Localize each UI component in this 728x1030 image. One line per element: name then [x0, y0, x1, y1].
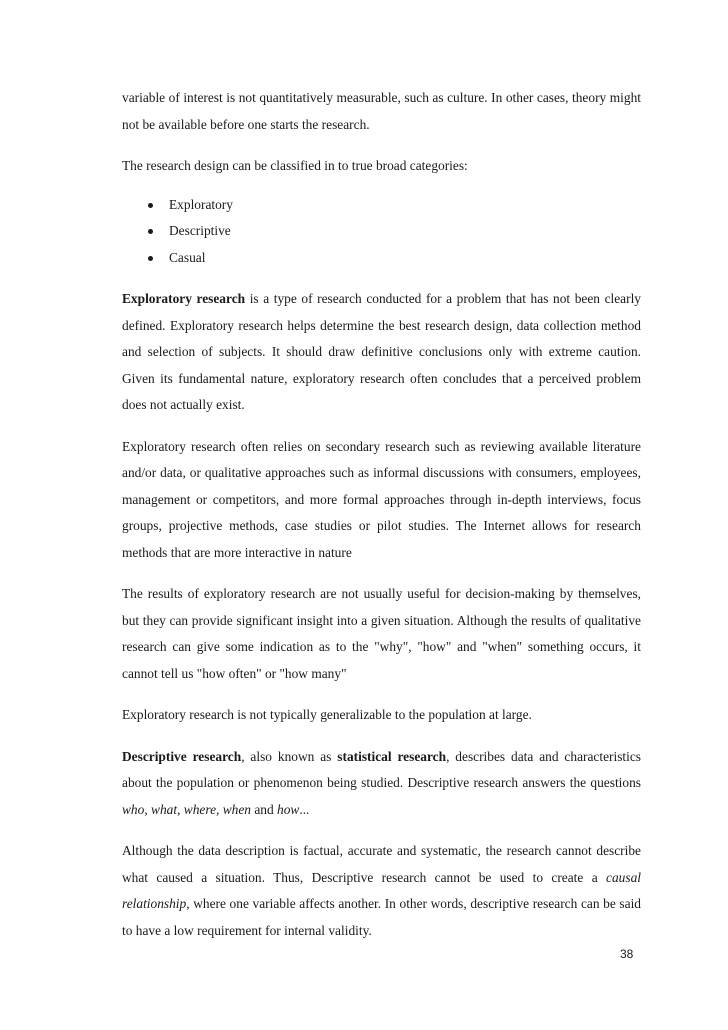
- causal-relationship-term: causal relationship: [122, 869, 641, 911]
- exploratory-term: Exploratory research: [122, 291, 246, 306]
- question-where: where: [183, 801, 217, 817]
- descriptive-term: Descriptive research: [122, 748, 242, 764]
- question-what: what: [151, 801, 178, 817]
- list-item: [122, 192, 641, 219]
- descriptive-definition-text: , describes data and characteristics about the population or phenomenon being studied. Descriptive research answers the questions: [122, 748, 642, 790]
- page-number: 38: [620, 947, 634, 961]
- separator: ,: [216, 801, 223, 817]
- document-page: [122, 85, 641, 944]
- bullet-icon: [148, 229, 153, 234]
- descriptive-definition-paragraph: [122, 744, 641, 824]
- bullet-icon: [148, 256, 153, 261]
- exploratory-results-paragraph: The results of exploratory research are not usually useful for decision-making by themselves, but they can provide significant insight into a given situation. Although the results of qualitative research can give some indication as to the "why", "how" and "when" something occurs, it cannot tell us "how often" or "how many": [122, 586, 641, 681]
- design-intro-paragraph: The research design can be classified in to true broad categories:: [122, 158, 468, 173]
- question-when: when: [222, 801, 251, 817]
- ellipsis: ...: [299, 801, 310, 817]
- exploratory-definition-paragraph: [122, 286, 641, 419]
- list-item-label: Casual: [169, 249, 206, 265]
- exploratory-definition-text: is a type of research conducted for a problem that has not been clearly defined. Exploratory research helps determine the best research design, data collection method and selection of subjects. It should draw definitive conclusions only with extreme caution. Given its fundamental nature, exploratory research often concludes that a perceived problem does not actually exist.: [122, 291, 641, 412]
- list-item-label: Exploratory: [169, 196, 233, 212]
- list-item-label: Descriptive: [169, 223, 231, 238]
- exploratory-generalizable-paragraph: Exploratory research is not typically generalizable to the population at large.: [122, 707, 532, 722]
- separator: ,: [177, 801, 184, 817]
- separator: ,: [144, 801, 152, 817]
- question-who: who: [122, 801, 145, 817]
- bullet-icon: [148, 203, 153, 208]
- descriptive-limits-text-end: , where one variable affects another. In other words, descriptive research can be said to have a low requirement for internal validity.: [122, 896, 641, 938]
- descriptive-limits-text: Although the data description is factual, accurate and systematic, the research cannot describe what caused a situation. Thus, Descriptive research cannot be used to create a: [122, 843, 641, 885]
- question-how: how: [277, 801, 300, 817]
- list-item: [122, 245, 641, 272]
- exploratory-methods-paragraph: Exploratory research often relies on secondary research such as reviewing available literature and/or data, or qualitative approaches such as informal discussions with consumers, employees, management or competitors, and more formal approaches through in-depth interviews, focus groups, projective methods, case studies or pilot studies. The Internet allows for research methods that are more interactive in nature: [122, 438, 641, 560]
- category-list: [122, 192, 641, 272]
- list-item: [122, 218, 641, 245]
- descriptive-limits-paragraph: [122, 838, 641, 944]
- conjunction: and: [250, 801, 278, 817]
- continuation-paragraph: variable of interest is not quantitatively measurable, such as culture. In other cases, theory might not be available before one starts the research.: [122, 90, 641, 132]
- statistical-term: statistical research: [337, 748, 447, 764]
- descriptive-mid-text: , also known as: [241, 748, 338, 764]
